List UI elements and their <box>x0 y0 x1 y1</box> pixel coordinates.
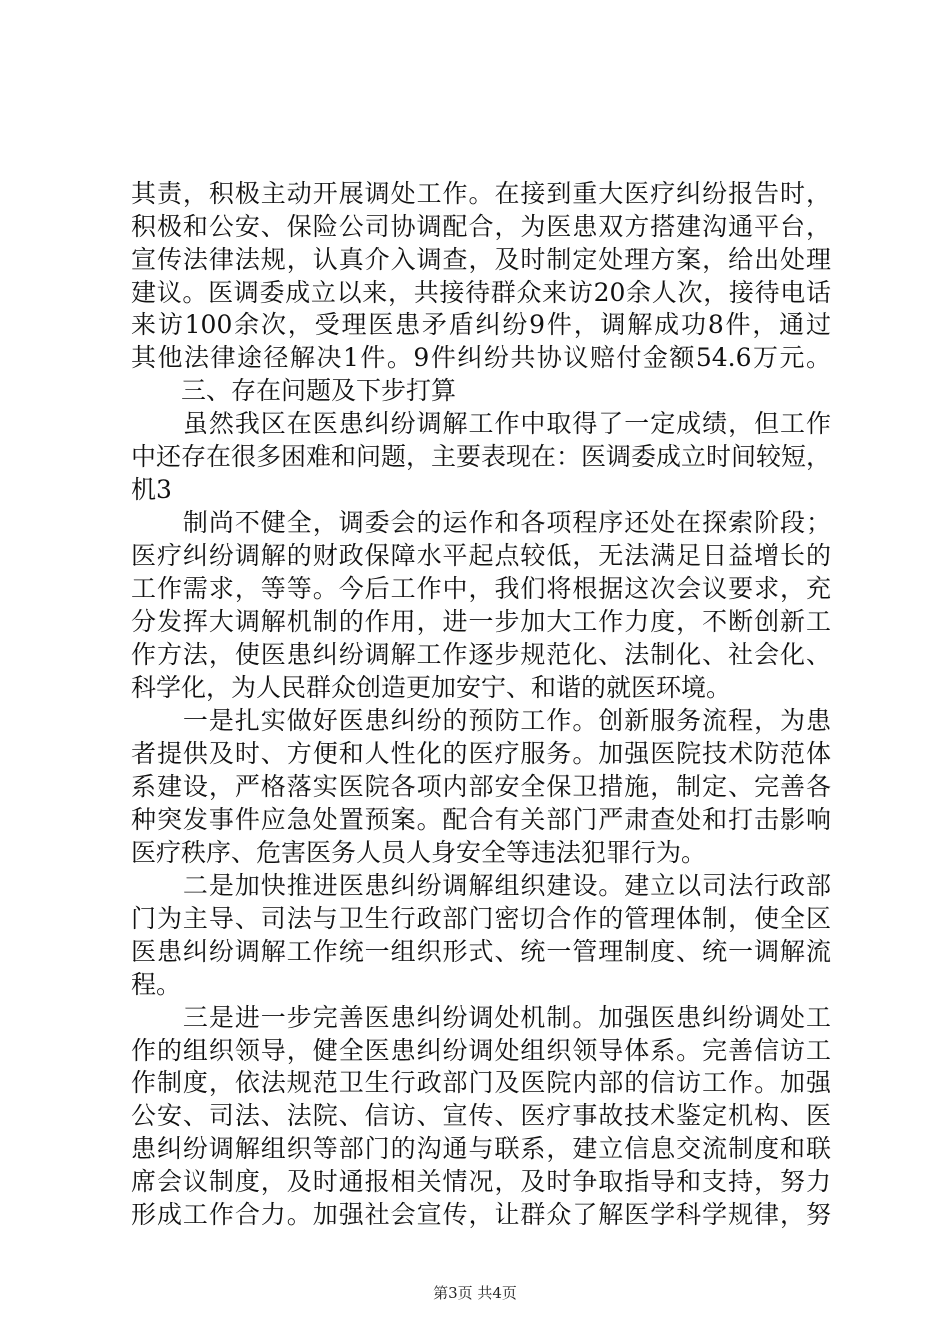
text-line: 医疗纠纷调解的财政保障水平起点较低，无法满足日益增长的 <box>131 541 831 570</box>
text-line: 种突发事件应急处置预案。配合有关部门严肃查处和打击影响 <box>131 805 831 834</box>
text-line: 作的组织领导，健全医患纠纷调处组织领导体系。完善信访工 <box>131 1036 831 1065</box>
text-line: 系建设，严格落实医院各项内部安全保卫措施，制定、完善各 <box>131 772 831 801</box>
text-line: 科学化，为人民群众创造更加安宁、和谐的就医环境。 <box>131 673 732 702</box>
text-line: 席会议制度，及时通报相关情况，及时争取指导和支持，努力 <box>131 1167 831 1196</box>
text-line: 医疗秩序、危害医务人员人身安全等违法犯罪行为。 <box>131 838 707 867</box>
page-footer: 第3页 共4页 <box>433 1284 517 1302</box>
text-line: 患纠纷调解组织等部门的沟通与联系，建立信息交流制度和联 <box>131 1134 831 1163</box>
text-line: 机3 <box>131 475 172 504</box>
text-line: 医患纠纷调解工作统一组织形式、统一管理制度、统一调解流 <box>131 937 831 966</box>
text-line: 工作需求，等等。今后工作中，我们将根据这次会议要求，充 <box>131 574 831 603</box>
text-line: 宣传法律法规，认真介入调查，及时制定处理方案，给出处理 <box>131 245 831 274</box>
text-line: 二是加快推进医患纠纷调解组织建设。建立以司法行政部 <box>131 871 831 900</box>
text-line: 三、存在问题及下步打算 <box>131 376 457 405</box>
text-line: 公安、司法、法院、信访、宣传、医疗事故技术鉴定机构、医 <box>131 1101 831 1130</box>
text-line: 一是扎实做好医患纠纷的预防工作。创新服务流程，为患 <box>131 706 831 735</box>
text-line: 积极和公安、保险公司协调配合，为医患双方搭建沟通平台， <box>131 212 831 241</box>
text-line: 其责，积极主动开展调处工作。在接到重大医疗纠纷报告时， <box>131 179 831 208</box>
text-line: 形成工作合力。加强社会宣传，让群众了解医学科学规律，努 <box>131 1200 831 1229</box>
text-line: 虽然我区在医患纠纷调解工作中取得了一定成绩，但工作 <box>131 409 831 438</box>
text-line: 分发挥大调解机制的作用，进一步加大工作力度，不断创新工 <box>131 607 831 636</box>
text-line: 中还存在很多困难和问题，主要表现在：医调委成立时间较短， <box>131 442 832 471</box>
text-line: 门为主导、司法与卫生行政部门密切合作的管理体制，使全区 <box>131 904 831 933</box>
text-line: 者提供及时、方便和人性化的医疗服务。加强医院技术防范体 <box>131 739 831 768</box>
text-line: 建议。医调委成立以来，共接待群众来访20余人次，接待电话 <box>131 278 831 307</box>
text-line: 其他法律途径解决1件。9件纠纷共协议赔付金额54.6万元。 <box>131 343 831 372</box>
text-line: 制尚不健全，调委会的运作和各项程序还处在探索阶段； <box>131 508 831 537</box>
text-line: 作方法，使医患纠纷调解工作逐步规范化、法制化、社会化、 <box>131 640 831 669</box>
text-line: 三是进一步完善医患纠纷调处机制。加强医患纠纷调处工 <box>131 1003 831 1032</box>
text-line: 来访100余次，受理医患矛盾纠纷9件，调解成功8件，通过 <box>131 310 831 339</box>
text-line: 作制度，依法规范卫生行政部门及医院内部的信访工作。加强 <box>131 1068 831 1097</box>
text-line: 程。 <box>131 970 182 999</box>
